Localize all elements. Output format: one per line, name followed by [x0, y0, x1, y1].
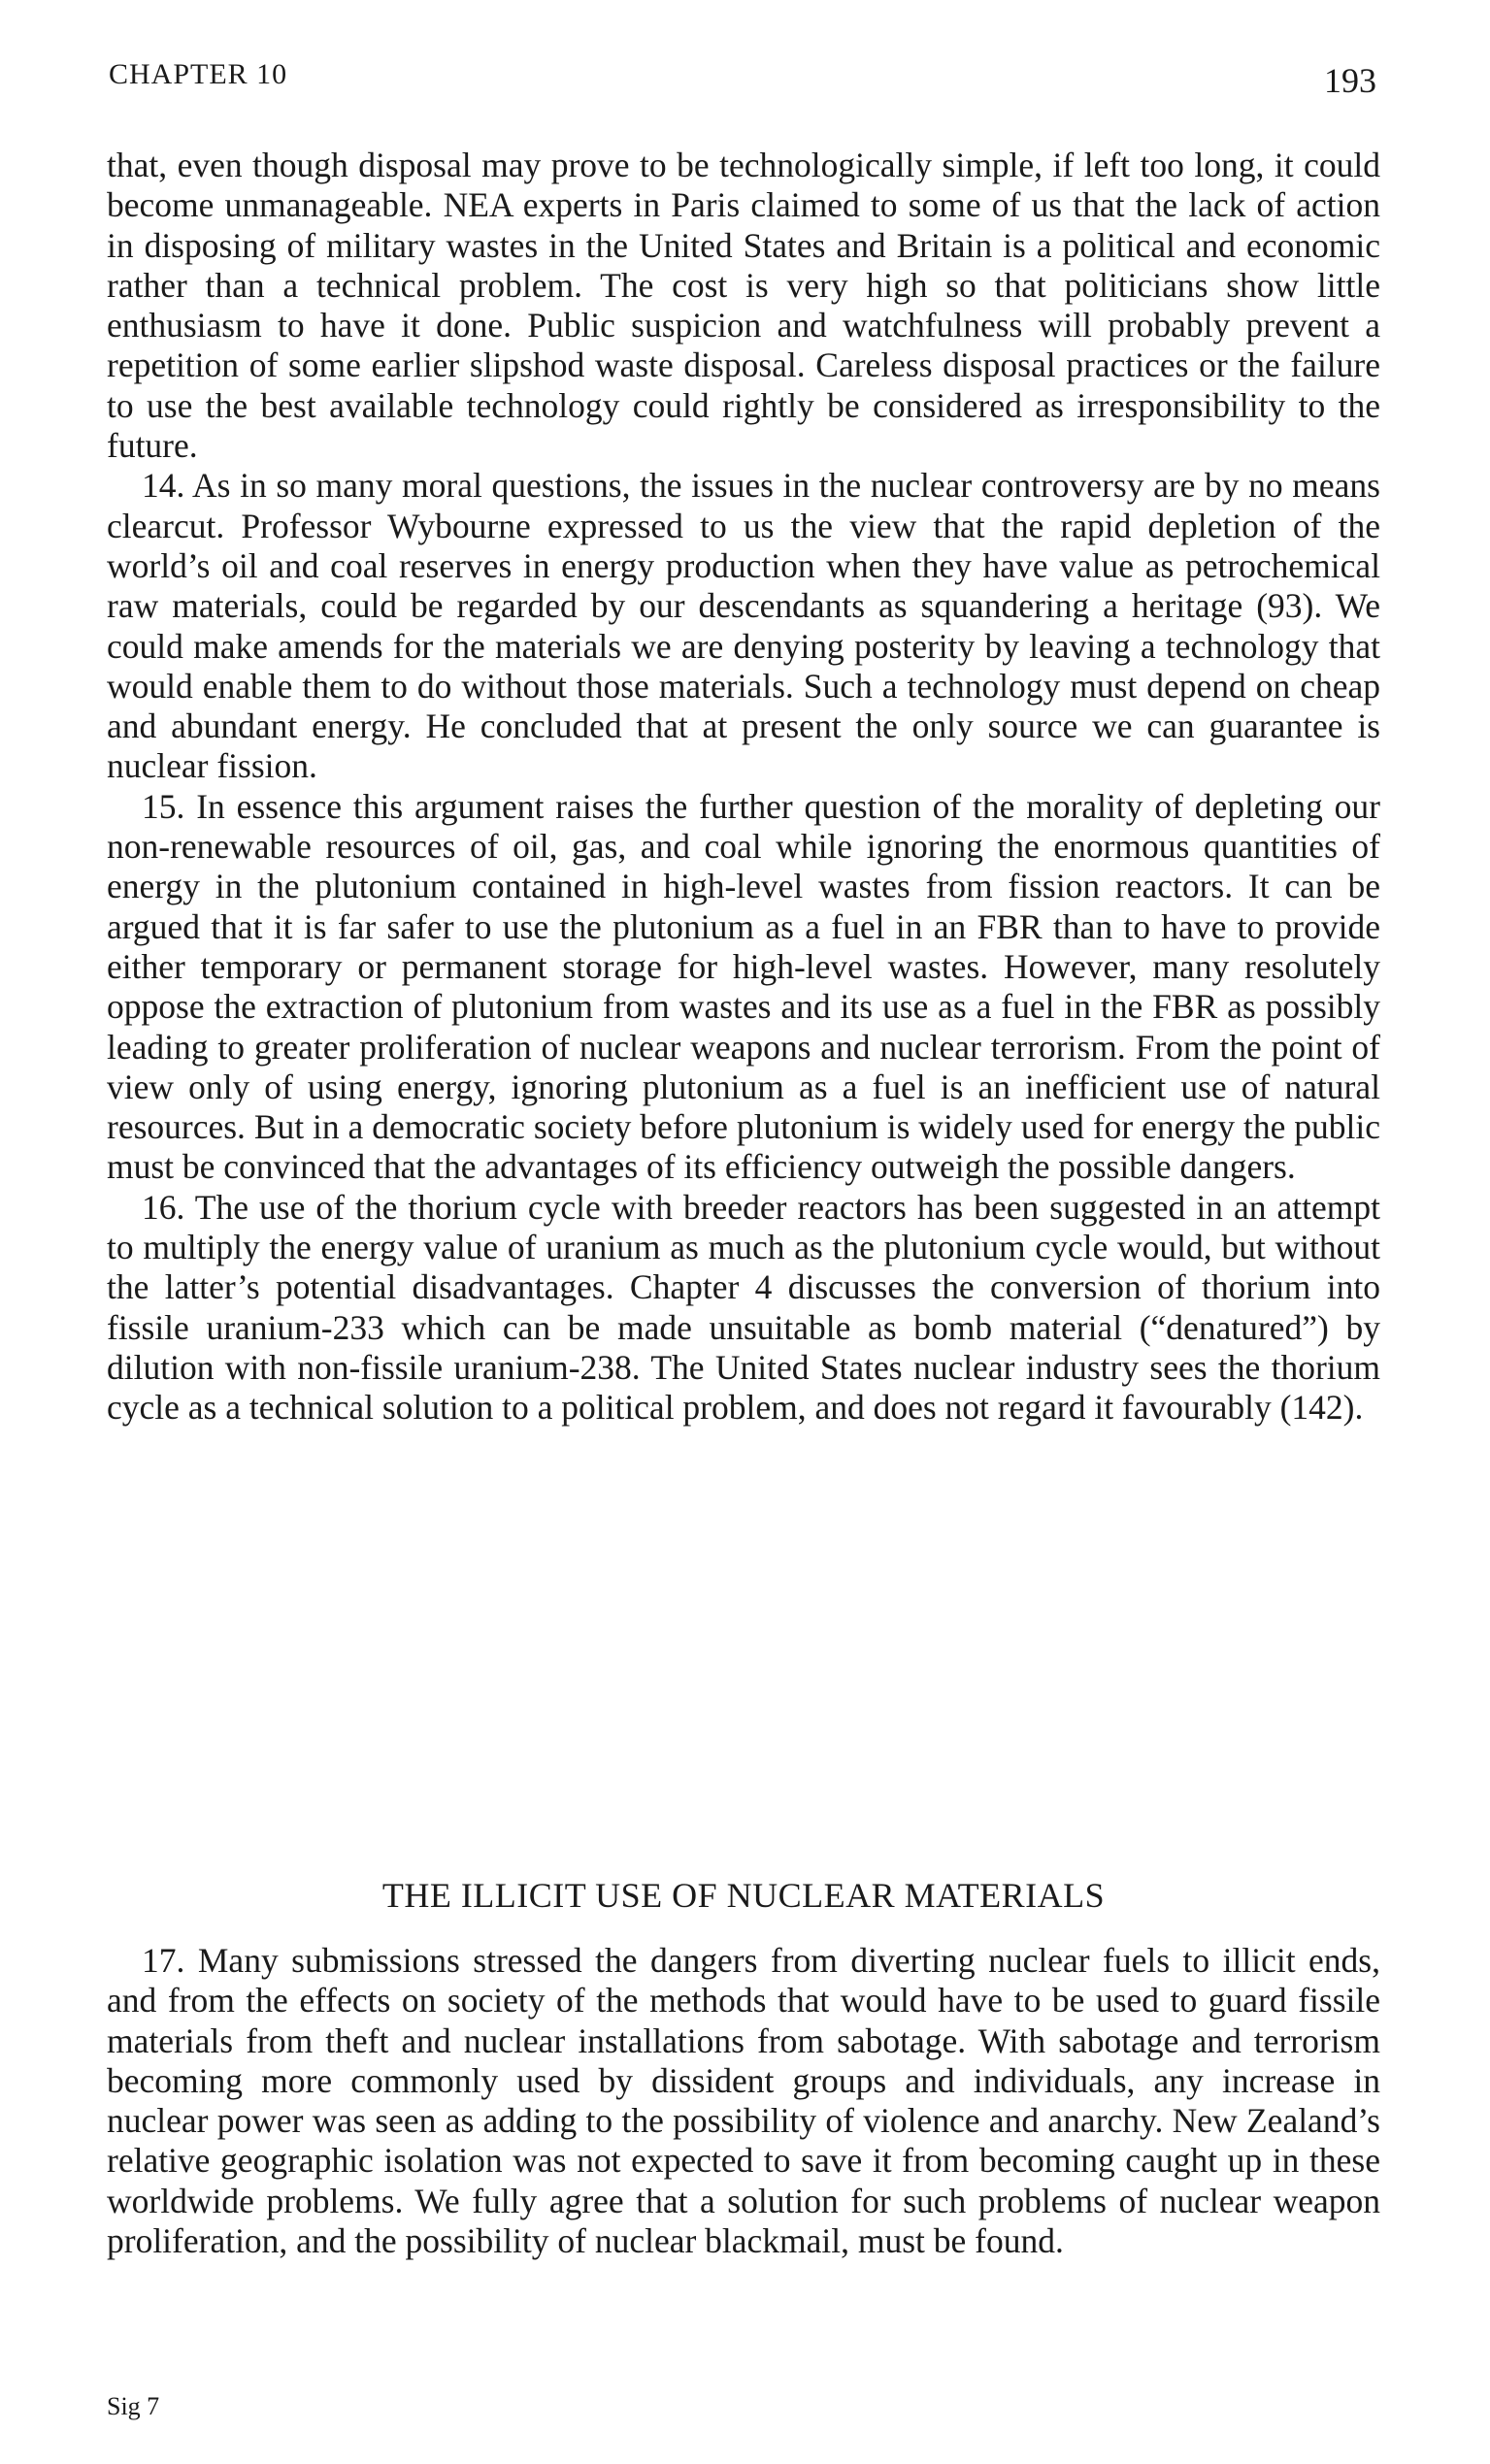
body-text	[107, 146, 1380, 1429]
paragraph-16: 16. The use of the thorium cycle with breeder reactors has been suggested in an attempt to multiply the energy value of uranium as much as the plutonium cycle would, but without the latter’s potential disadvantages. Chapter 4 discusses the conversion of thorium into fissile uranium-233 which can be made unsuitable as bomb material (“denatured”) by dilution with non-fissile uranium-238. The United States nuclear industry sees the thorium cycle as a technical solution to a political problem, and does not regard it favourably (142).	[107, 1187, 1380, 1428]
paragraph-15: 15. In essence this argument raises the further question of the morality of depleting our non-renewable resources of oil, gas, and coal while ignoring the enormous quantities of energy in the plutonium contained in high-level wastes from fission reactors. It can be argued that it is far safer to use the plutonium as a fuel in an FBR than to have to provide either temporary or permanent storage for high-level wastes. However, many resolutely oppose the extraction of plutonium from wastes and its use as a fuel in the FBR as possibly leading to greater proliferation of nuclear weapons and nuclear terrorism. From the point of view only of using energy, ignoring plutonium as a fuel is an inefficient use of natural resources. But in a democratic society before plutonium is widely used for energy the public must be convinced that the advantages of its efficiency outweigh the possible dangers.	[107, 786, 1380, 1187]
paragraph-continued: that, even though disposal may prove to be technologically simple, if left too long, it could become unmanageable. NEA experts in Paris claimed to some of us that the lack of action in disposing of military wastes in the United States and Britain is a political and economic rather than a technical problem. The cost is very high so that politicians show little enthusiasm to have it done. Public suspicion and watchfulness will probably prevent a repetition of some earlier slipshod waste disposal. Careless disposal practices or the failure to use the best available technology could rightly be considered as irresponsibility to the future.	[107, 146, 1380, 466]
running-head	[109, 58, 1376, 107]
section-body	[107, 1941, 1380, 2261]
paragraph-17: 17. Many submissions stressed the dangers from diverting nuclear fuels to illicit ends, and from the effects on society of the methods that would have to be used to guard fissile materials from theft and nuclear installations from sabotage. With sabotage and terrorism becoming more commonly used by dissident groups and individuals, any increase in nuclear power was seen as adding to the possibility of violence and anarchy. New Zealand’s relative geographic isolation was not expected to save it from becoming caught up in these worldwide problems. We fully agree that a solution for such problems of nuclear weapon proliferation, and the possibility of nuclear blackmail, must be found.	[107, 1941, 1380, 2261]
signature-mark: Sig 7	[107, 2392, 160, 2420]
section-heading: THE ILLICIT USE OF NUCLEAR MATERIALS	[381, 1876, 1106, 1915]
chapter-label: CHAPTER 10	[109, 58, 288, 90]
page-number: 193	[1324, 61, 1376, 100]
paragraph-14: 14. As in so many moral questions, the issues in the nuclear controversy are by no means clearcut. Professor Wybourne expressed to us the view that the rapid depletion of the world’s oil and coal reserves in energy production when they have value as petrochemical raw materials, could be regarded by our descendants as squandering a heritage (93). We could make amends for the materials we are denying posterity by leaving a technology that would enable them to do without those materials. Such a technology must depend on cheap and abundant energy. He concluded that at present the only source we can guarantee is nuclear fission.	[107, 466, 1380, 786]
